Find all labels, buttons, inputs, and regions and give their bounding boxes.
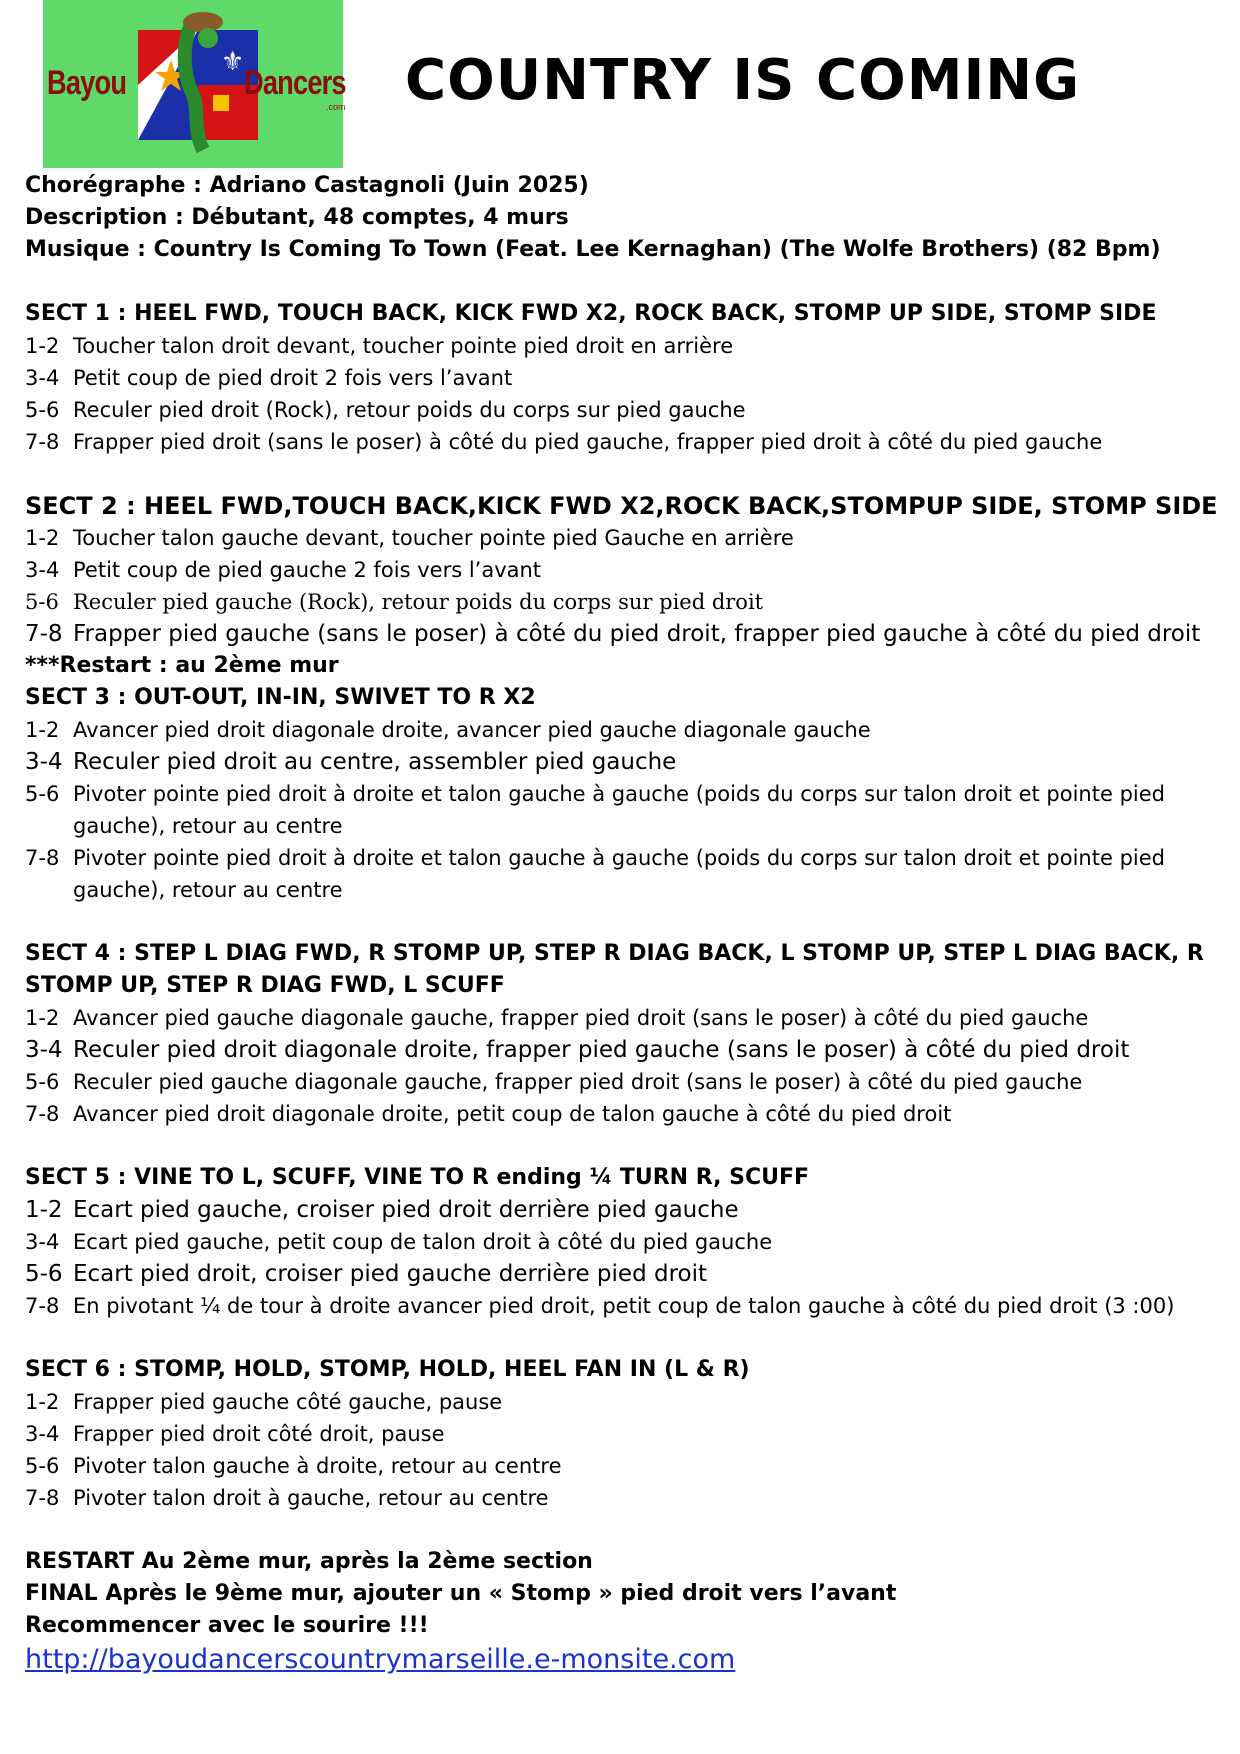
- section-1-step: 5-6 Reculer pied droit (Rock), retour poids du corps sur pied gauche: [25, 398, 746, 422]
- section-1-title: SECT 1 : HEEL FWD, TOUCH BACK, KICK FWD X2, ROCK BACK, STOMP UP SIDE, STOMP SIDE: [25, 301, 1157, 326]
- section-6-title: SECT 6 : STOMP, HOLD, STOMP, HOLD, HEEL FAN IN (L & R): [25, 1357, 750, 1382]
- logo-suffix: .com: [326, 102, 346, 112]
- section-6-step: 1-2 Frapper pied gauche côté gauche, pause: [25, 1390, 503, 1414]
- description-line: Description : Débutant, 48 comptes, 4 murs: [25, 205, 569, 230]
- section-6-step: 5-6 Pivoter talon gauche à droite, retour au centre: [25, 1454, 562, 1478]
- section-2-restart-note: ***Restart : au 2ème mur: [25, 653, 339, 678]
- restart-note: RESTART Au 2ème mur, après la 2ème section: [25, 1549, 593, 1574]
- section-6-step: 7-8 Pivoter talon droit à gauche, retour au centre: [25, 1486, 549, 1510]
- svg-text:⚜: ⚜: [221, 47, 245, 77]
- section-3-title: SECT 3 : OUT-OUT, IN-IN, SWIVET TO R X2: [25, 685, 536, 710]
- section-3-step-continued: gauche), retour au centre: [73, 814, 343, 838]
- logo-text-left: Bayou: [47, 64, 127, 102]
- section-2-step: 3-4 Petit coup de pied gauche 2 fois vers l’avant: [25, 558, 542, 582]
- section-5-step: 7-8 En pivotant ¼ de tour à droite avancer pied droit, petit coup de talon gauche à côté du pied droit (3 :00): [25, 1294, 1175, 1318]
- section-2-title: SECT 2 : HEEL FWD,TOUCH BACK,KICK FWD X2,ROCK BACK,STOMPUP SIDE, STOMP SIDE: [25, 492, 1218, 520]
- section-3-step: 7-8 Pivoter pointe pied droit à droite et talon gauche à gauche (poids du corps sur talon droit et pointe pied: [25, 846, 1165, 870]
- section-4-step: 1-2 Avancer pied gauche diagonale gauche, frapper pied droit (sans le poser) à côté du pied gauche: [25, 1006, 1089, 1030]
- section-4-title: SECT 4 : STEP L DIAG FWD, R STOMP UP, STEP R DIAG BACK, L STOMP UP, STEP L DIAG BACK, R: [25, 941, 1204, 966]
- section-4-step: 5-6 Reculer pied gauche diagonale gauche, frapper pied droit (sans le poser) à côté du pied gauche: [25, 1070, 1083, 1094]
- section-1-step: 1-2 Toucher talon droit devant, toucher pointe pied droit en arrière: [25, 334, 734, 358]
- section-2-step: 7-8 Frapper pied gauche (sans le poser) à côté du pied droit, frapper pied gauche à côté du pied droit: [25, 621, 1201, 647]
- section-1-step: 3-4 Petit coup de pied droit 2 fois vers l’avant: [25, 366, 513, 390]
- section-1-step: 7-8 Frapper pied droit (sans le poser) à côté du pied gauche, frapper pied droit à côté du pied gauche: [25, 430, 1103, 454]
- section-3-step: 1-2 Avancer pied droit diagonale droite, avancer pied gauche diagonale gauche: [25, 718, 871, 742]
- section-3-step-continued: gauche), retour au centre: [73, 878, 343, 902]
- closing-note: Recommencer avec le sourire !!!: [25, 1613, 429, 1638]
- section-5-step: 1-2 Ecart pied gauche, croiser pied droit derrière pied gauche: [25, 1197, 739, 1223]
- website-link[interactable]: http://bayoudancerscountrymarseille.e-monsite.com: [25, 1644, 736, 1675]
- section-4-step: 7-8 Avancer pied droit diagonale droite, petit coup de talon gauche à côté du pied droit: [25, 1102, 952, 1126]
- section-4-title-continued: STOMP UP, STEP R DIAG FWD, L SCUFF: [25, 973, 505, 998]
- document-body: [25, 170, 1225, 1675]
- section-4-step: 3-4 Reculer pied droit diagonale droite, frapper pied gauche (sans le poser) à côté du pied droit: [25, 1037, 1130, 1063]
- section-5-step: 3-4 Ecart pied gauche, petit coup de talon droit à côté du pied gauche: [25, 1230, 773, 1254]
- choreographer-line: Chorégraphe : Adriano Castagnoli (Juin 2025): [25, 173, 589, 198]
- section-3-step: 5-6 Pivoter pointe pied droit à droite et talon gauche à gauche (poids du corps sur talon droit et pointe pied: [25, 782, 1165, 806]
- section-6-step: 3-4 Frapper pied droit côté droit, pause: [25, 1422, 445, 1446]
- bayou-dancers-logo: [43, 0, 346, 168]
- section-3-step: 3-4 Reculer pied droit au centre, assembler pied gauche: [25, 749, 677, 775]
- section-2-step: 1-2 Toucher talon gauche devant, toucher pointe pied Gauche en arrière: [25, 526, 794, 550]
- final-note: FINAL Après le 9ème mur, ajouter un « Stomp » pied droit vers l’avant: [25, 1581, 897, 1606]
- music-line: Musique : Country Is Coming To Town (Feat. Lee Kernaghan) (The Wolfe Brothers) (82 Bpm): [25, 237, 1161, 262]
- section-2-step: 5-6 Reculer pied gauche (Rock), retour poids du corps sur pied droit: [25, 590, 764, 614]
- section-5-title: SECT 5 : VINE TO L, SCUFF, VINE TO R ending ¼ TURN R, SCUFF: [25, 1165, 810, 1190]
- section-5-step: 5-6 Ecart pied droit, croiser pied gauche derrière pied droit: [25, 1261, 708, 1287]
- logo-text-right: Dancers: [244, 64, 346, 102]
- page-title: COUNTRY IS COMING: [405, 48, 1081, 113]
